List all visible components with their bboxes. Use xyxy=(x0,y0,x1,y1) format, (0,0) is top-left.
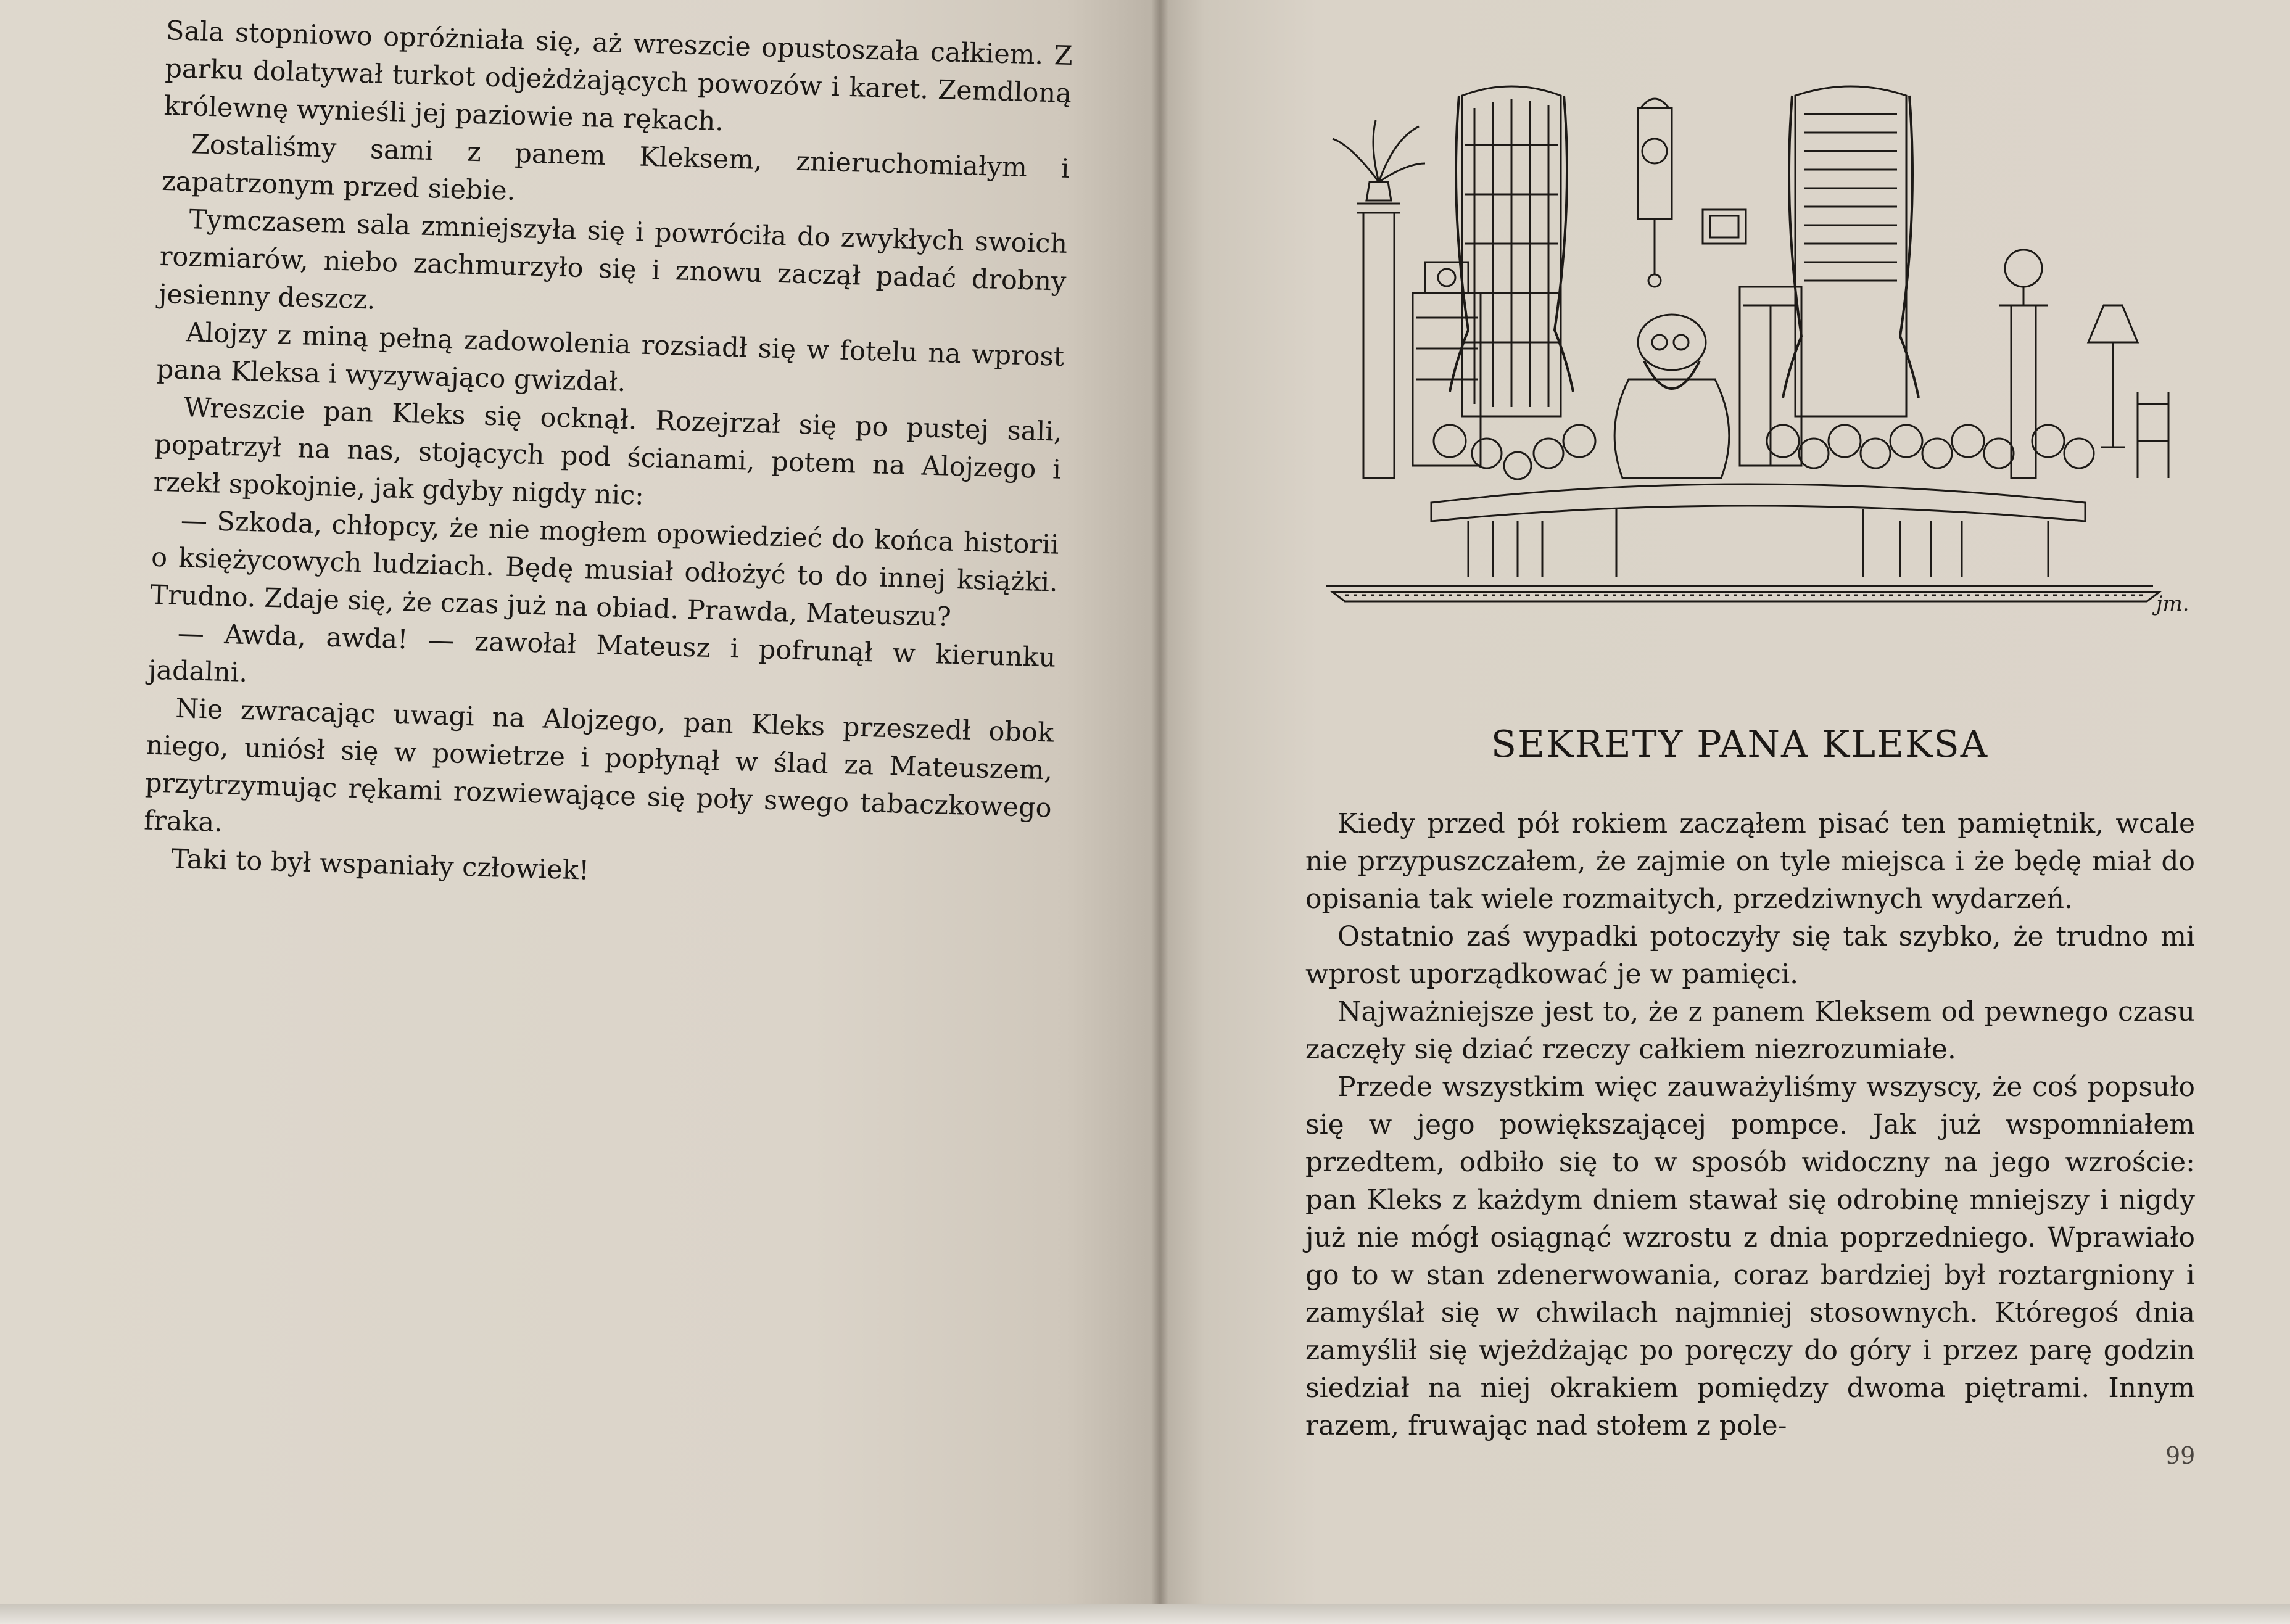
window-left xyxy=(1450,86,1573,416)
table-surface xyxy=(0,1604,2290,1624)
right-page-text xyxy=(1305,805,2195,1445)
pendulum-clock xyxy=(1638,99,1672,287)
left-paragraph: Sala stopniowo opróżniała się, aż wreszcie opustoszała całkiem. Z parku dolatywał turkot odjeżdżających powozów i karet. Zemdloną królewnę wynieśli jej paziowie na rękach. xyxy=(163,15,1073,138)
chair-right xyxy=(2138,392,2168,478)
children-group xyxy=(1434,425,2094,479)
right-paragraph: Przede wszystkim więc zauważyliśmy wszyscy, że coś popsuło się w jego powiększającej pompce. Jak już wspomniałem przedtem, odbiło się to w sposób widoczny na jego wzroście: pan Kleks z każdym dniem stawał się odrobinę mniejszy i nigdy już nie mógł osiągnąć wzrostu z dnia poprzedniego. Wprawiało go to w stan zdenerwowania, coraz bardziej był roztargniony i zamyślał się w chwilach najmniej stosownych. Któregoś dnia zamyślił się wjeżdżając po poręczy do góry i przez parę godzin siedział na niej okrakiem pomiędzy dwoma piętrami. Innym razem, fruwając nad stołem z pole- xyxy=(1305,1071,2195,1441)
chapter-title: SEKRETY PANA KLEKSA xyxy=(1490,723,1989,766)
left-paragraph: Nie zwracając uwagi na Alojzego, pan Kleks przeszedł obok niego, uniósł się w powietrze i popłynął w ślad za Mateuszem, przytrzymując rękami rozwiewające się poły swego tabaczkowego fraka. xyxy=(143,693,1054,839)
left-page-text xyxy=(143,12,1073,902)
chapter-illustration xyxy=(1308,71,2189,626)
cabinet-left xyxy=(1413,262,1481,466)
left-paragraph: Alojzy z miną pełną zadowolenia rozsiadł się w fotelu na wprost pana Kleksa i wyzywająco gwizdał. xyxy=(156,317,1065,398)
illustrator-signature: jm. xyxy=(2156,591,2189,616)
cabinet-right xyxy=(1740,287,1801,466)
floor-rug xyxy=(1326,586,2159,601)
mr-kleks-figure xyxy=(1614,315,1729,478)
left-paragraph: — Awda, awda! — zawołał Mateusz i pofrunął w kierunku jadalni. xyxy=(147,617,1057,689)
dining-table xyxy=(1431,484,2085,577)
right-paragraph: Najważniejsze jest to, że z panem Kleksem od pewnego czasu zaczęły się dziać rzeczy całkiem niezrozumiałe. xyxy=(1305,996,2195,1065)
right-paragraph: Kiedy przed pół rokiem zacząłem pisać ten pamiętnik, wcale nie przypuszczałem, że zajmie on tyle miejsca i że będę miał do opisania tak wiele rozmaitych, przedziwnych wydarzeń. xyxy=(1305,808,2195,915)
left-paragraph: Tymczasem sala zmniejszyła się i powróciła do zwykłych swoich rozmiarów, niebo zachmurzyło się i znowu zaczął padać drobny jesienny deszcz. xyxy=(158,204,1068,316)
page-number: 99 xyxy=(2165,1442,2196,1469)
window-right xyxy=(1783,86,1919,416)
left-paragraph: Taki to był wspaniały człowiek! xyxy=(170,843,590,886)
side-table-right xyxy=(1999,250,2048,478)
book-gutter xyxy=(1151,0,1168,1624)
lamp xyxy=(2088,305,2138,447)
potted-plant xyxy=(1333,120,1425,478)
right-paragraph: Ostatnio zaś wypadki potoczyły się tak szybko, że trudno mi wprost uporządkować je w pamięci. xyxy=(1305,921,2195,990)
left-paragraph: Wreszcie pan Kleks się ocknął. Rozejrzał się po pustej sali, popatrzył na nas, stojących pod ścianami, potem na Alojzego i rzekł spokojnie, jak gdyby nigdy nic: xyxy=(153,392,1063,511)
left-paragraph: — Szkoda, chłopcy, że nie mogłem opowiedzieć do końca historii o księżycowych ludziach. Będę musiał odłożyć to do innej książki. Trudno. Zdaje się, że czas już na obiad. Prawda, Mateuszu? xyxy=(149,505,1060,633)
left-paragraph: Zostaliśmy sami z panem Kleksem, znieruchomiałym i zapatrzonym przed siebie. xyxy=(161,129,1070,207)
